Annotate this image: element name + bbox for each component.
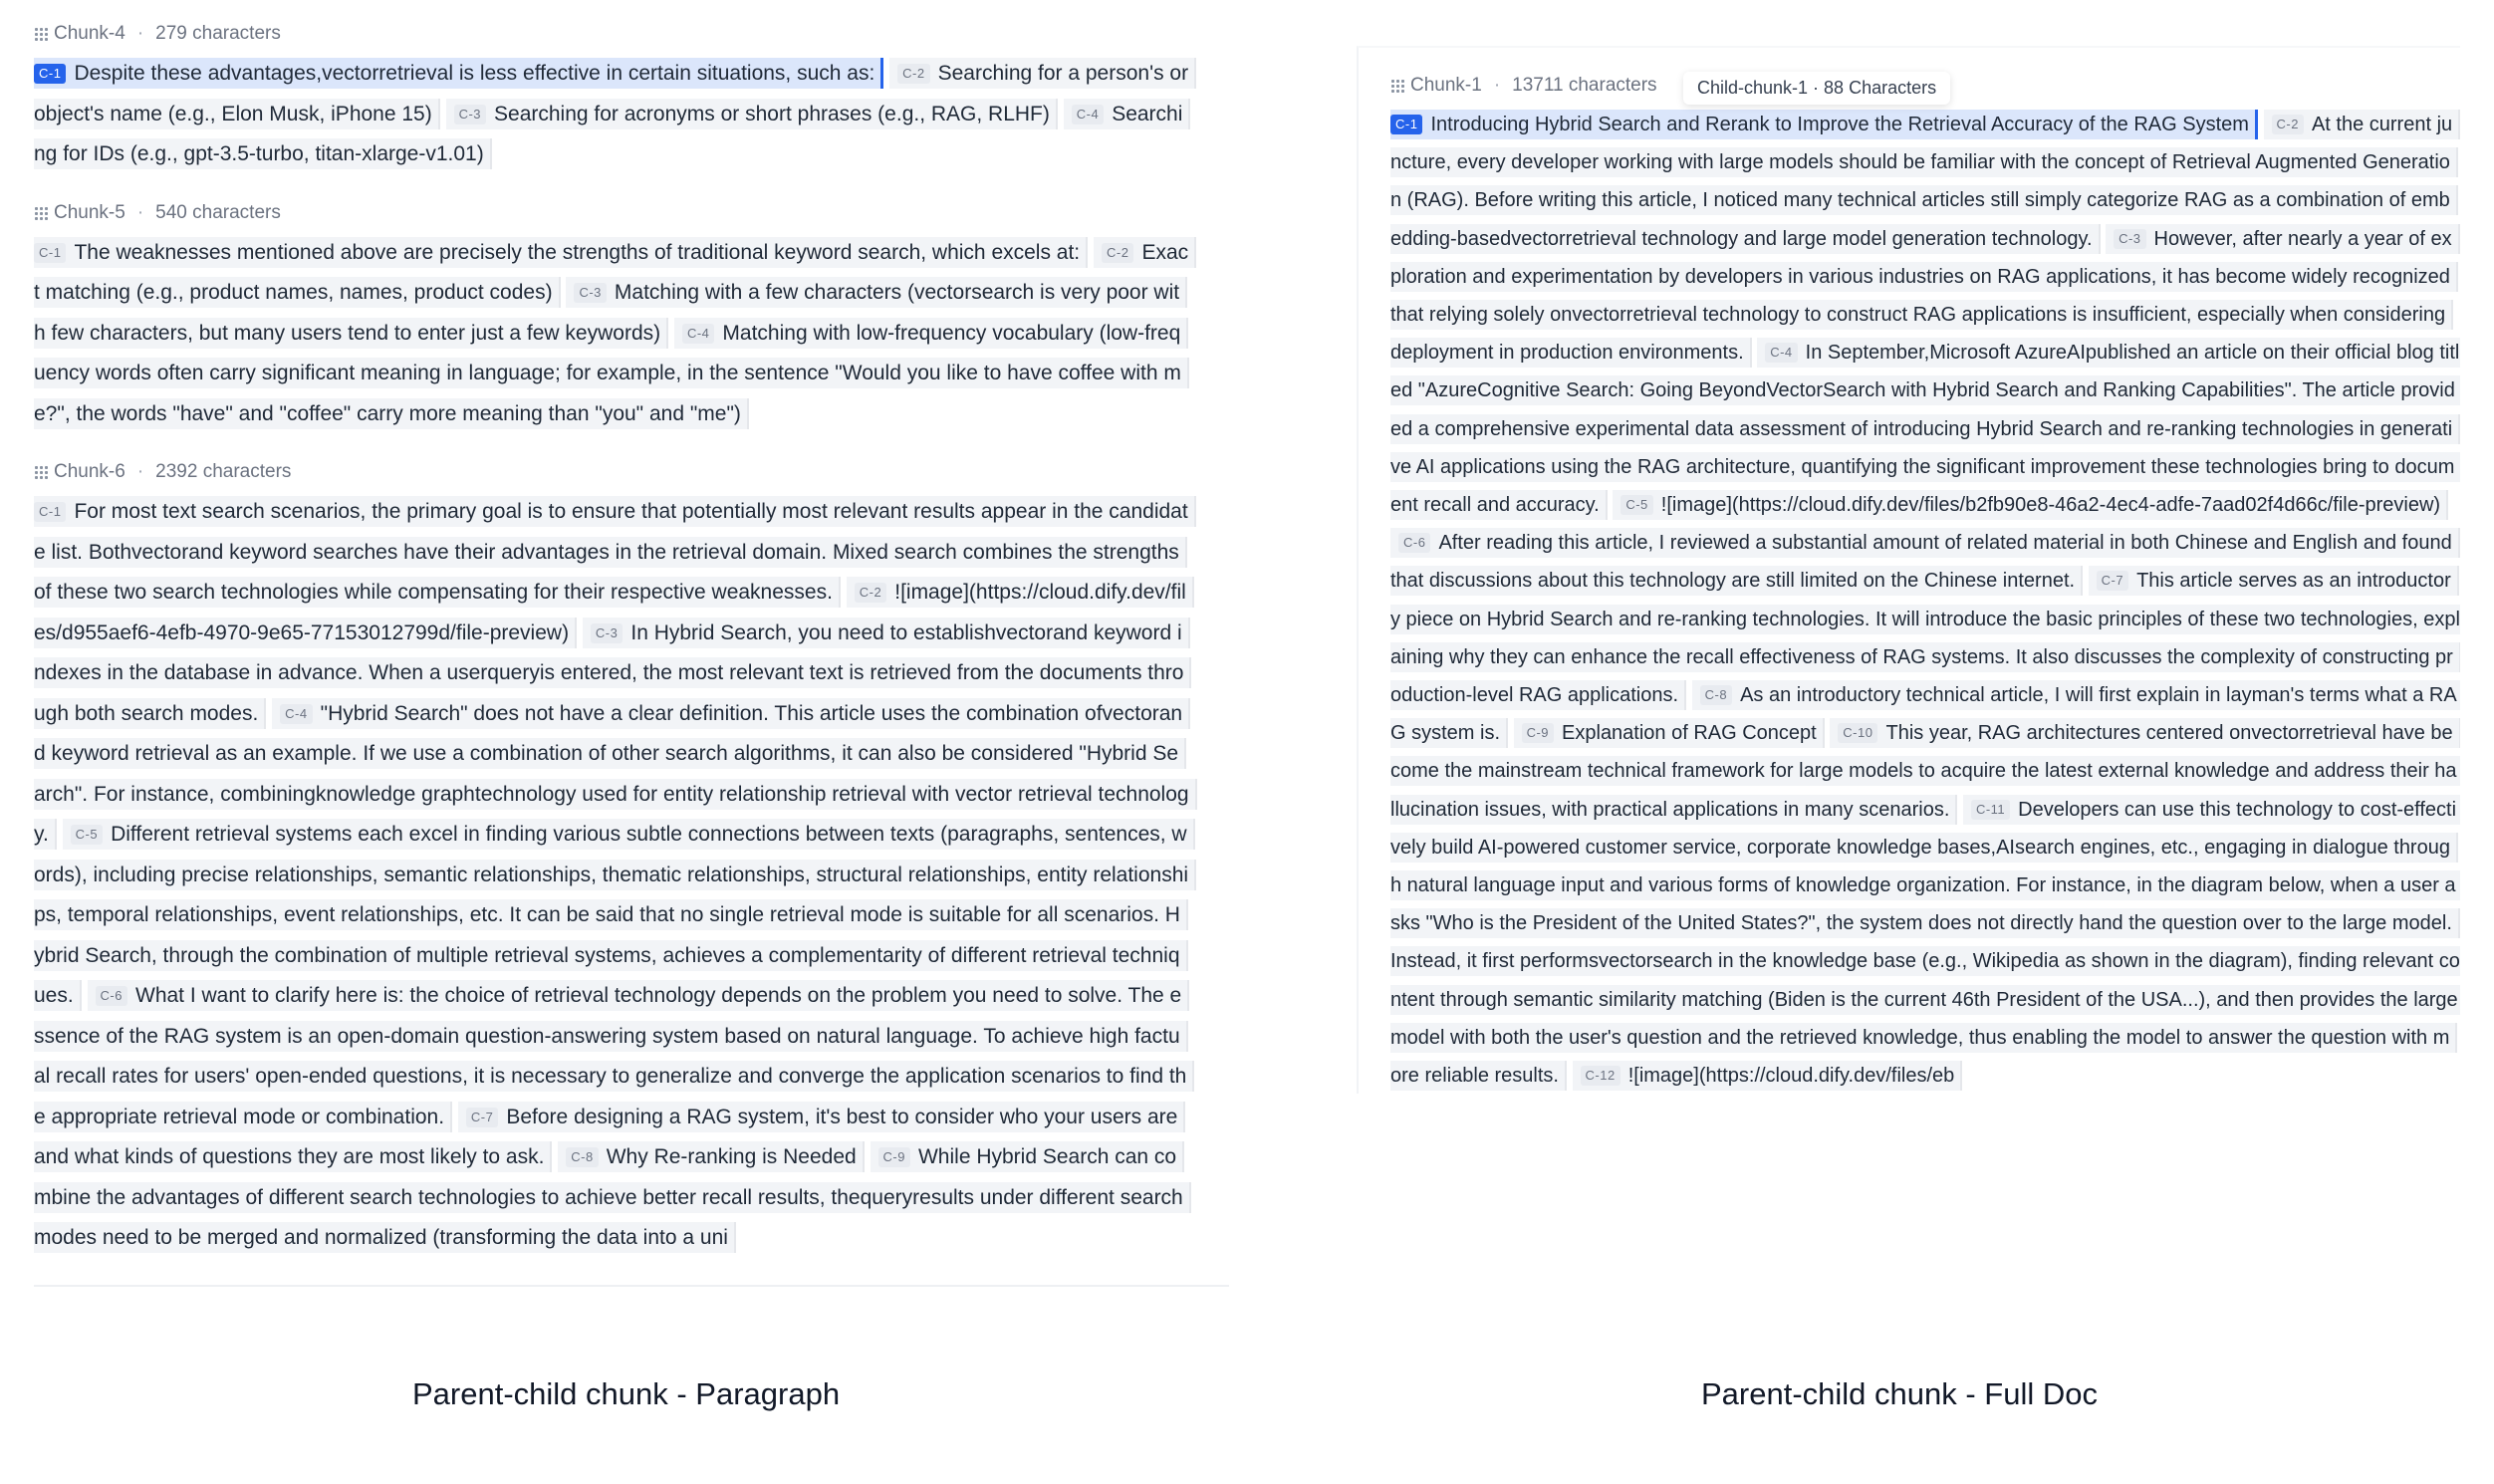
chunk-char-count: 13711 characters	[1512, 75, 1657, 96]
chunk-char-count: 279 characters	[155, 23, 281, 44]
child-chunk-id-badge: C-9	[1522, 723, 1554, 743]
child-chunk-id-badge: C-2	[2272, 115, 2304, 134]
child-chunk-id-badge: C-3	[454, 105, 486, 124]
child-chunk-id-badge: C-4	[682, 324, 714, 344]
separator-dot: ·	[136, 201, 144, 223]
child-chunk-text: Searching for a person's or object's name (e.g., Elon Musk, iPhone 15)	[34, 62, 1189, 125]
chunk-title: Chunk-1	[1410, 75, 1482, 96]
child-chunk-text: The weaknesses mentioned above are precisely the strengths of traditional keyword search, which excels at:	[74, 240, 1081, 264]
chunk-title: Chunk-5	[54, 201, 125, 223]
child-chunk-segment[interactable]	[1390, 795, 2460, 1091]
child-chunk-text: Why Re-ranking is Needed	[606, 1145, 857, 1168]
child-chunk-segment[interactable]	[558, 1141, 864, 1172]
child-chunk-text: ![image](https://cloud.dify.dev/files/eb	[1627, 1065, 1955, 1088]
chunk-card[interactable]	[1390, 66, 2460, 1094]
child-chunk-segment[interactable]	[34, 237, 1088, 268]
grid-dots-icon	[34, 205, 50, 221]
chunk-body	[1390, 106, 2460, 1094]
chunk-header	[34, 14, 1229, 54]
child-chunk-id-badge: C-1	[1390, 115, 1422, 134]
child-chunk-text: For most text search scenarios, the primary goal is to ensure that potentially most relevant results appear in the candidate list. Bothvectorand keyword searches have their advantages in the retrieval domain. Mixed search combines the strengths of these two search technologies while compensating for their respective weaknesses.	[34, 500, 1188, 604]
chunk-title: Chunk-4	[54, 23, 125, 44]
child-chunk-id-badge: C-6	[96, 986, 127, 1006]
chunk-card[interactable]	[34, 14, 1229, 175]
child-chunk-id-badge: C-3	[591, 623, 623, 643]
separator-dot: ·	[136, 461, 144, 482]
child-chunk-id-badge: C-7	[466, 1108, 498, 1127]
caption-full-doc: Parent-child chunk - Full Doc	[1701, 1376, 2098, 1411]
chunk-char-count: 2392 characters	[155, 461, 292, 482]
chunk-title: Chunk-6	[54, 461, 125, 482]
child-chunk-text: However, after nearly a year of exploration and experimentation by developers in various industries on RAG applications, it has become widely recognized that relying solely onvectorretrieval technology to construct RAG applications is insufficient, especially when considering deployment in production environments.	[1390, 227, 2452, 365]
chunk-body	[34, 233, 1189, 435]
child-chunk-text: At the current juncture, every developer working with large models should be familiar with the concept of Retrieval Augmented Generation (RAG). Before writing this article, I noticed many technical articles still simply categorize RAG as a combination of embedding-basedvectorretrieval technology and large model generation technology.	[1390, 114, 2453, 250]
separator-dot: ·	[136, 23, 144, 44]
chunk-char-count: 540 characters	[155, 201, 281, 223]
child-chunk-text: Different retrieval systems each excel in finding various subtle connections between texts (paragraphs, sentences, words), including precise relationships, semantic relationships, thematic relationships, structural relationships, entity relationships, temporal relationships, event relationships, etc. It can be said that no single retrieval mode is suitable for all scenarios. Hybrid Search, through the combination of multiple retrieval systems, achieves a complementarity of different retrieval techniques.	[34, 823, 1189, 1007]
child-chunk-text: In September,Microsoft AzureAIpublished an article on their official blog titled "AzureCognitive Search: Going BeyondVectorSearch with Hybrid Search and Ranking Capabilities". The article provided a comprehensive experimental data assessment of introducing Hybrid Search and re-ranking technologies in generative AI applications using the RAG architecture, quantifying the significant improvement these technologies bring to document recall and accuracy.	[1390, 342, 2460, 517]
child-chunk-id-badge: C-1	[34, 243, 66, 263]
chunk-header	[34, 193, 1229, 233]
child-chunk-text: Matching with a few characters (vectorsearch is very poor with few characters, but many users tend to enter just a few keywords)	[34, 281, 1180, 345]
child-chunk-text: Matching with low-frequency vocabulary (low-frequency words often carry significant meaning in language; for example, in the sentence "Would you like to have coffee with me?", the words "have" and "coffee" carry more meaning than "you" and "me")	[34, 321, 1181, 425]
child-chunk-tooltip: Child-chunk-1 · 88 Characters	[1683, 72, 1950, 105]
child-chunk-id-badge: C-3	[574, 283, 606, 303]
child-chunk-text: Exact matching (e.g., product names, names, product codes)	[34, 240, 1189, 304]
child-chunk-text: Before designing a RAG system, it's best to consider who your users are and what kinds of questions they are most likely to ask.	[34, 1105, 1178, 1168]
child-chunk-text: "Hybrid Search" does not have a clear definition. This article uses the combination ofvectorand keyword retrieval as an example. If we use a combination of other search algorithms, it can also be considered "Hybrid Search". For instance, combiningknowledge graphtechnology used for entity relationship retrieval with vector retrieval technology.	[34, 701, 1189, 846]
chunk-card[interactable]	[34, 452, 1229, 1259]
child-chunk-id-badge: C-8	[1700, 685, 1732, 705]
chunk-body	[34, 492, 1189, 1259]
grid-dots-icon	[1390, 78, 1406, 94]
full-doc-chunk-panel	[1357, 46, 2460, 1094]
child-chunk-text: While Hybrid Search can combine the advantages of different search technologies to achieve better recall results, thequeryresults under different search modes need to be merged and normalized (transforming the data into a uni	[34, 1145, 1183, 1249]
paragraph-chunk-panel	[34, 14, 1229, 1287]
caption-paragraph: Parent-child chunk - Paragraph	[412, 1376, 841, 1411]
child-chunk-text: Introducing Hybrid Search and Rerank to Improve the Retrieval Accuracy of the RAG System	[1430, 114, 2249, 135]
child-chunk-text: ![image](https://cloud.dify.dev/files/b2fb90e8-46a2-4ec4-adfe-7aad02f4d66c/file-preview)	[1660, 494, 2441, 517]
separator-dot: ·	[1493, 75, 1501, 96]
child-chunk-id-badge: C-1	[34, 64, 66, 84]
child-chunk-id-badge: C-9	[878, 1147, 910, 1167]
grid-dots-icon	[34, 26, 50, 42]
grid-dots-icon	[34, 464, 50, 480]
child-chunk-id-badge: C-1	[34, 502, 66, 522]
child-chunk-text: This year, RAG architectures centered onvectorretrieval have become the mainstream technical framework for large models to acquire the latest external knowledge and address their hallucination issues, with practical applications in many scenarios.	[1390, 722, 2457, 821]
child-chunk-id-badge: C-2	[1102, 243, 1133, 263]
child-chunk-text: Developers can use this technology to cost-effectively build AI-powered customer service, corporate knowledge bases,AIsearch engines, etc., engaging in dialogue through natural language input and various forms of knowledge organization. For instance, in the diagram below, when a user asks "Who is the President of the United States?", the system does not directly hand the question over to the large model. Instead, it first performsvectorsearch in the knowledge base (e.g., Wikipedia as shown in the diagram), finding relevant content through semantic similarity matching (Biden is the current 46th President of the USA...), and then provides the large model with both the user's question and the retrieved knowledge, thus enabling the model to answer the question with more reliable results.	[1390, 798, 2460, 1088]
child-chunk-segment[interactable]	[1573, 1061, 1963, 1091]
child-chunk-segment[interactable]	[1514, 718, 1825, 748]
chunk-card[interactable]	[34, 193, 1229, 435]
child-chunk-id-badge: C-2	[855, 583, 886, 603]
child-chunk-text: After reading this article, I reviewed a substantial amount of related material in both Chinese and English and found that discussions about this technology are still limited on the Chinese internet.	[1390, 532, 2452, 593]
child-chunk-segment[interactable]	[34, 58, 883, 89]
child-chunk-id-badge: C-5	[71, 825, 103, 845]
child-chunk-text: Searching for acronyms or short phrases (e.g., RAG, RLHF)	[494, 102, 1050, 125]
child-chunk-text: What I want to clarify here is: the choice of retrieval technology depends on the problem you need to solve. The essence of the RAG system is an open-domain question-answering system based on natural language. To achieve high factual recall rates for users' open-ended questions, it is necessary to generalize and converge the application scenarios to find the appropriate retrieval mode or combination.	[34, 984, 1187, 1128]
child-chunk-text: This article serves as an introductory piece on Hybrid Search and re-ranking technologies. It will introduce the basic principles of these two technologies, explaining why they can enhance the recall effectiveness of RAG systems. It also discusses the complexity of constructing production-level RAG applications.	[1390, 570, 2460, 707]
child-chunk-id-badge: C-6	[1398, 533, 1430, 553]
child-chunk-id-badge: C-2	[897, 64, 929, 84]
child-chunk-id-badge: C-4	[1072, 105, 1104, 124]
chunk-header	[34, 452, 1229, 492]
child-chunk-id-badge: C-12	[1581, 1066, 1621, 1086]
child-chunk-text: Searching for IDs (e.g., gpt-3.5-turbo, titan-xlarge-v1.01)	[34, 102, 1183, 165]
child-chunk-segment[interactable]	[446, 99, 1058, 129]
child-chunk-text: Explanation of RAG Concept	[1562, 722, 1817, 745]
child-chunk-text: As an introductory technical article, I will first explain in layman's terms what a RAG system is.	[1390, 684, 2457, 745]
child-chunk-text: Despite these advantages,vectorretrieval is less effective in certain situations, such as:	[74, 62, 875, 85]
child-chunk-id-badge: C-7	[2097, 571, 2128, 591]
child-chunk-text: ![image](https://cloud.dify.dev/files/d955aef6-4efb-4970-9e65-77153012799d/file-preview)	[34, 581, 1186, 644]
chunk-body	[34, 54, 1189, 175]
child-chunk-id-badge: C-3	[2114, 229, 2145, 249]
child-chunk-segment[interactable]	[1390, 110, 2258, 139]
child-chunk-id-badge: C-4	[1765, 343, 1797, 363]
child-chunk-id-badge: C-11	[1971, 800, 2010, 820]
child-chunk-id-badge: C-8	[566, 1147, 598, 1167]
child-chunk-segment[interactable]	[1613, 490, 2448, 520]
child-chunk-text: In Hybrid Search, you need to establishvectorand keyword indexes in the database in advance. When a userqueryis entered, the most relevant text is retrieved from the documents through both search modes.	[34, 620, 1184, 725]
child-chunk-id-badge: C-5	[1621, 495, 1652, 515]
child-chunk-id-badge: C-10	[1838, 723, 1877, 743]
child-chunk-id-badge: C-4	[280, 704, 312, 724]
